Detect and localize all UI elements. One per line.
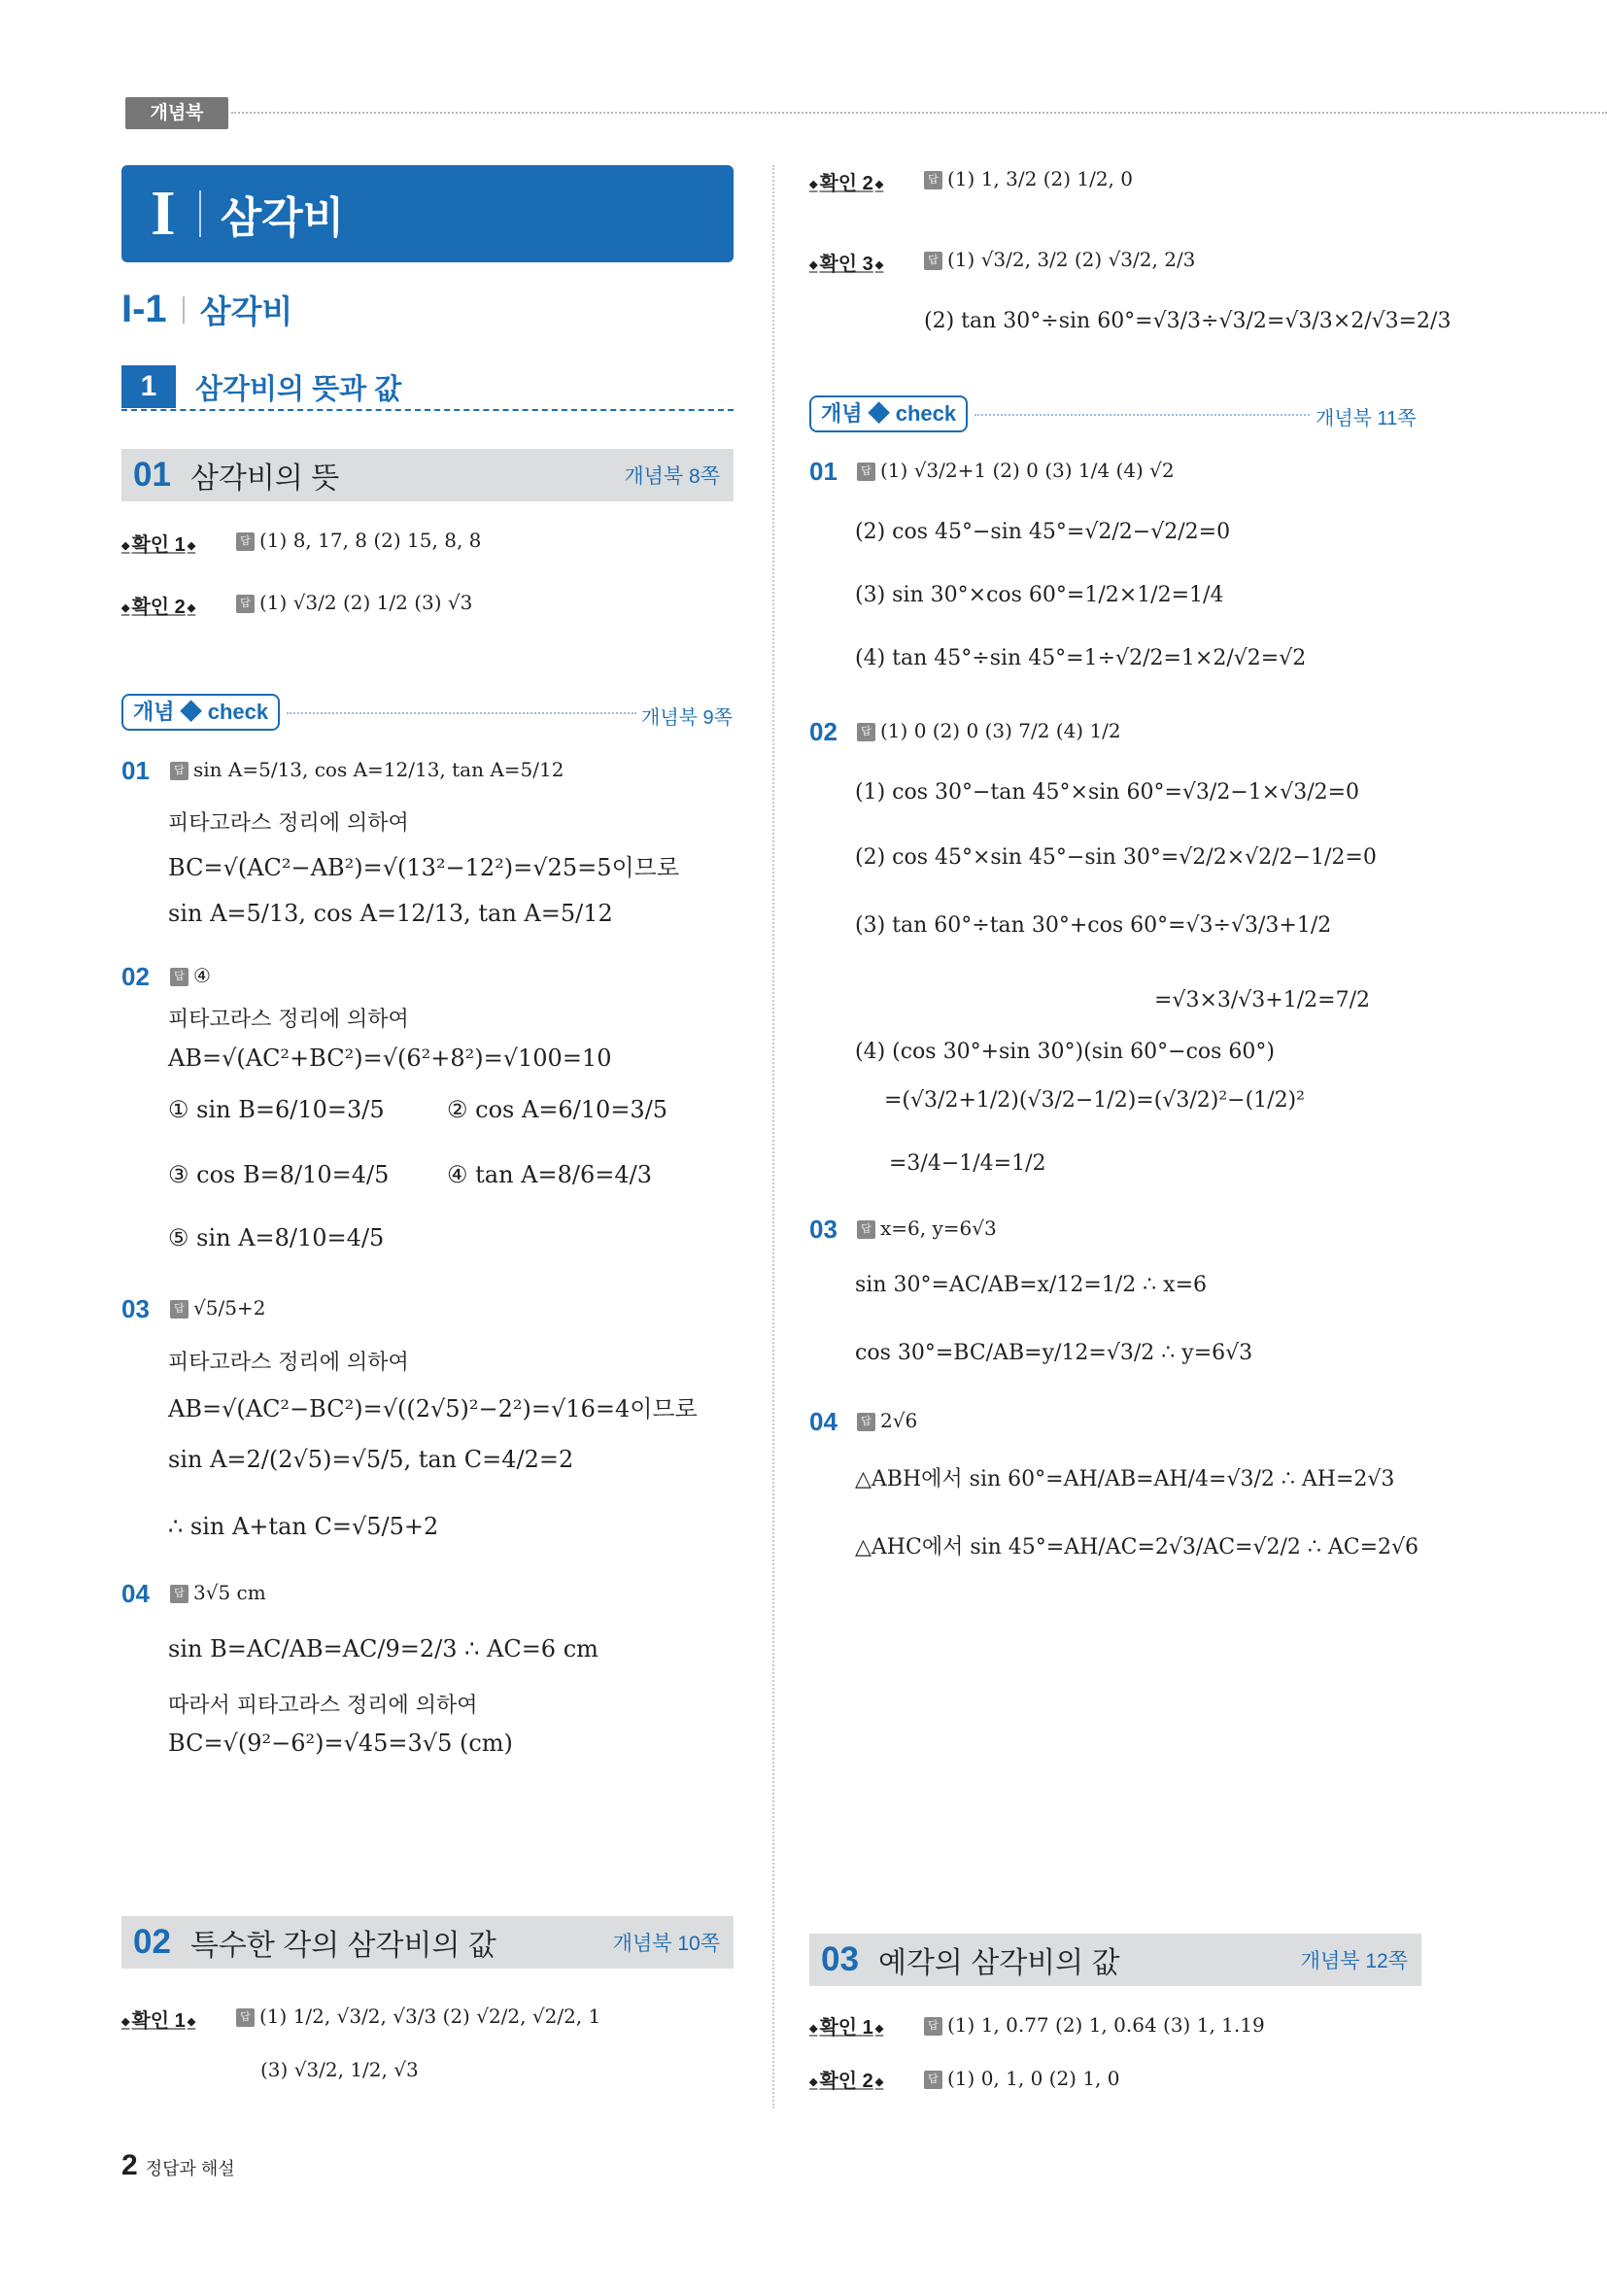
solution-line: (3) sin 30°×cos 60°=1/2×1/2=1/4	[855, 583, 1224, 607]
question-number: 03	[809, 1215, 838, 1244]
solution-line: cos 30°=BC/AB=y/12=√3/2 ∴ y=6√3	[855, 1341, 1253, 1365]
answer-icon: 답	[236, 595, 255, 613]
subsection-01	[121, 449, 734, 501]
answer-icon: 답	[170, 968, 188, 986]
subsection-title: 예각의 삼각비의 값	[877, 1947, 1120, 1979]
answer-line: 답 √5/5+2	[170, 1296, 265, 1319]
subsection-number: 03	[821, 1940, 859, 1978]
subsection-title: 삼각비의 뜻	[189, 463, 340, 495]
solution-line: (2) cos 45°×sin 45°−sin 30°=√2/2×√2/2−1/2=0	[855, 845, 1377, 870]
answer-icon: 답	[857, 723, 875, 741]
solution-line: sin 30°=AC/AB=x/12=1/2 ∴ x=6	[855, 1273, 1208, 1297]
chapter-number: I	[151, 178, 176, 249]
solution-line: 피타고라스 정리에 의하여	[168, 811, 409, 836]
check-label: ◆ 확인 1 ◆	[809, 2011, 883, 2039]
footer-title: 정답과 해설	[145, 2159, 235, 2178]
page-footer	[121, 2149, 235, 2182]
solution-line: =3/4−1/4=1/2	[889, 1151, 1046, 1176]
answer-icon: 답	[857, 463, 875, 481]
solution-line: sin B=AC/AB=AC/9=2/3 ∴ AC=6 cm	[168, 1635, 598, 1662]
solution-line: (1) cos 30°−tan 45°×sin 60°=√3/2−1×√3/2=0	[855, 780, 1360, 805]
answer-icon: 답	[236, 532, 255, 551]
answer-line: 답 (1) 1, 0.77 (2) 1, 0.64 (3) 1, 1.19	[924, 2013, 1265, 2037]
solution-line: 피타고라스 정리에 의하여	[168, 1351, 409, 1375]
question-number: 02	[121, 962, 150, 991]
solution-line: =√3×3/√3+1/2=7/2	[1154, 988, 1370, 1012]
answer-line: 답 (1) 0, 1, 0 (2) 1, 0	[924, 2067, 1120, 2090]
answer-line: 답 ④	[170, 964, 211, 987]
answer-icon: 답	[924, 2017, 942, 2036]
answer-line: 답 (1) 1, 3/2 (2) 1/2, 0	[924, 167, 1133, 190]
solution-line: ∴ sin A+tan C=√5/5+2	[168, 1513, 439, 1540]
solution-line: ③ cos B=8/10=4/5	[168, 1161, 390, 1188]
page-tag: 개념북	[125, 97, 228, 129]
solution-line: ② cos A=6/10=3/5	[447, 1096, 668, 1123]
solution-line: =(√3/2+1/2)(√3/2−1/2)=(√3/2)²−(1/2)²	[884, 1088, 1305, 1113]
check-label: ◆ 확인 2 ◆	[809, 2065, 883, 2093]
answer-line: 답 (1) √3/2+1 (2) 0 (3) 1/4 (4) √2	[857, 459, 1175, 482]
chapter-title: 삼각비	[220, 194, 345, 242]
concept-check-badge: 개념 ◆ check	[121, 694, 280, 731]
question-number: 04	[809, 1407, 838, 1436]
chapter-banner	[121, 165, 734, 262]
answer-icon: 답	[236, 2008, 255, 2027]
answer-icon: 답	[170, 1585, 188, 1603]
answer-icon: 답	[924, 252, 942, 270]
answer-icon: 답	[924, 2071, 942, 2089]
subsection-03	[809, 1934, 1421, 1986]
section-heading	[121, 287, 292, 332]
solution-line: sin A=2/(2√5)=√5/5, tan C=4/2=2	[168, 1446, 574, 1473]
book-reference: 개념북 12쪽	[1300, 1950, 1408, 1972]
solution-line: sin A=5/13, cos A=12/13, tan A=5/12	[168, 900, 613, 927]
solution-line: (4) tan 45°÷sin 45°=1÷√2/2=1×2/√2=√2	[855, 646, 1307, 670]
solution-line: 피타고라스 정리에 의하여	[168, 1008, 409, 1032]
answer-line: 답 (1) 8, 17, 8 (2) 15, 8, 8	[236, 529, 481, 552]
answer-line: (3) √3/2, 1/2, √3	[260, 2058, 419, 2081]
topic-heading	[121, 365, 734, 408]
check-label: ◆ 확인 1 ◆	[121, 2005, 195, 2033]
solution-line: BC=√(9²−6²)=√45=3√5 (cm)	[168, 1730, 513, 1757]
solution-line: ① sin B=6/10=3/5	[168, 1096, 385, 1123]
book-reference: 개념북 10쪽	[612, 1933, 720, 1955]
section-divider	[183, 296, 185, 324]
solution-line: ④ tan A=8/6=4/3	[447, 1161, 652, 1188]
solution-line: (2) cos 45°−sin 45°=√2/2−√2/2=0	[855, 520, 1231, 544]
subsection-number: 02	[133, 1923, 171, 1961]
answer-icon: 답	[170, 1300, 188, 1319]
answer-line: 답 (1) √3/2 (2) 1/2 (3) √3	[236, 591, 472, 614]
solution-line: ⑤ sin A=8/10=4/5	[168, 1224, 385, 1251]
question-number: 02	[809, 717, 838, 746]
concept-check-badge: 개념 ◆ check	[809, 395, 968, 432]
answer-line: 답 (1) 1/2, √3/2, √3/3 (2) √2/2, √2/2, 1	[236, 2005, 600, 2028]
book-reference: 개념북 11쪽	[1316, 408, 1417, 429]
answer-line: 답 3√5 cm	[170, 1581, 266, 1604]
solution-line: (4) (cos 30°+sin 30°)(sin 60°−cos 60°)	[855, 1040, 1276, 1064]
solution-line: AB=√(AC²+BC²)=√(6²+8²)=√100=10	[168, 1045, 612, 1072]
question-number: 01	[121, 756, 150, 785]
solution-line: AB=√(AC²−BC²)=√((2√5)²−2²)=√16=4이므로	[168, 1395, 698, 1422]
book-reference: 개념북 8쪽	[624, 465, 720, 488]
answer-icon: 답	[857, 1220, 875, 1239]
question-number: 04	[121, 1579, 150, 1608]
concept-check-rule	[974, 414, 1310, 416]
subsection-title: 특수한 각의 삼각비의 값	[189, 1930, 496, 1962]
check-label: ◆ 확인 1 ◆	[121, 529, 195, 557]
question-number: 01	[809, 457, 838, 486]
solution-line: (2) tan 30°÷sin 60°=√3/3÷√3/2=√3/3×2/√3=2/3	[924, 309, 1452, 333]
subsection-02	[121, 1916, 734, 1969]
answer-line: 답 sin A=5/13, cos A=12/13, tan A=5/12	[170, 758, 564, 781]
book-reference: 개념북 9쪽	[641, 707, 733, 729]
page-number: 2	[121, 2149, 138, 2181]
answer-line: 답 (1) 0 (2) 0 (3) 7/2 (4) 1/2	[857, 719, 1121, 742]
check-label: ◆ 확인 3 ◆	[809, 248, 883, 276]
solution-line: (3) tan 60°÷tan 30°+cos 60°=√3÷√3/3+1/2	[855, 913, 1332, 938]
solution-line: △ABH에서 sin 60°=AH/AB=AH/4=√3/2 ∴ AH=2√3	[855, 1467, 1395, 1491]
answer-line: 답 2√6	[857, 1409, 917, 1432]
subsection-number: 01	[133, 456, 171, 494]
header-rule	[231, 112, 1607, 114]
solution-line: 따라서 피타고라스 정리에 의하여	[168, 1694, 478, 1718]
concept-check-rule	[287, 712, 636, 714]
topic-rule	[121, 409, 734, 411]
answer-icon: 답	[924, 171, 942, 189]
section-title: 삼각비	[199, 293, 293, 329]
topic-number: 1	[121, 365, 176, 408]
topic-title: 삼각비의 뜻과 값	[195, 373, 402, 405]
answer-icon: 답	[170, 762, 188, 780]
answer-line: 답 x=6, y=6√3	[857, 1217, 997, 1240]
check-label: ◆ 확인 2 ◆	[809, 167, 883, 195]
answer-icon: 답	[857, 1413, 875, 1431]
question-number: 03	[121, 1294, 150, 1323]
section-number: I-1	[121, 288, 167, 330]
solution-line: △AHC에서 sin 45°=AH/AC=2√3/AC=√2/2 ∴ AC=2√6	[855, 1535, 1419, 1559]
column-divider	[772, 165, 774, 2108]
chapter-divider	[199, 190, 201, 237]
check-label: ◆ 확인 2 ◆	[121, 591, 195, 619]
answer-line: 답 (1) √3/2, 3/2 (2) √3/2, 2/3	[924, 248, 1195, 271]
solution-line: BC=√(AC²−AB²)=√(13²−12²)=√25=5이므로	[168, 854, 680, 881]
